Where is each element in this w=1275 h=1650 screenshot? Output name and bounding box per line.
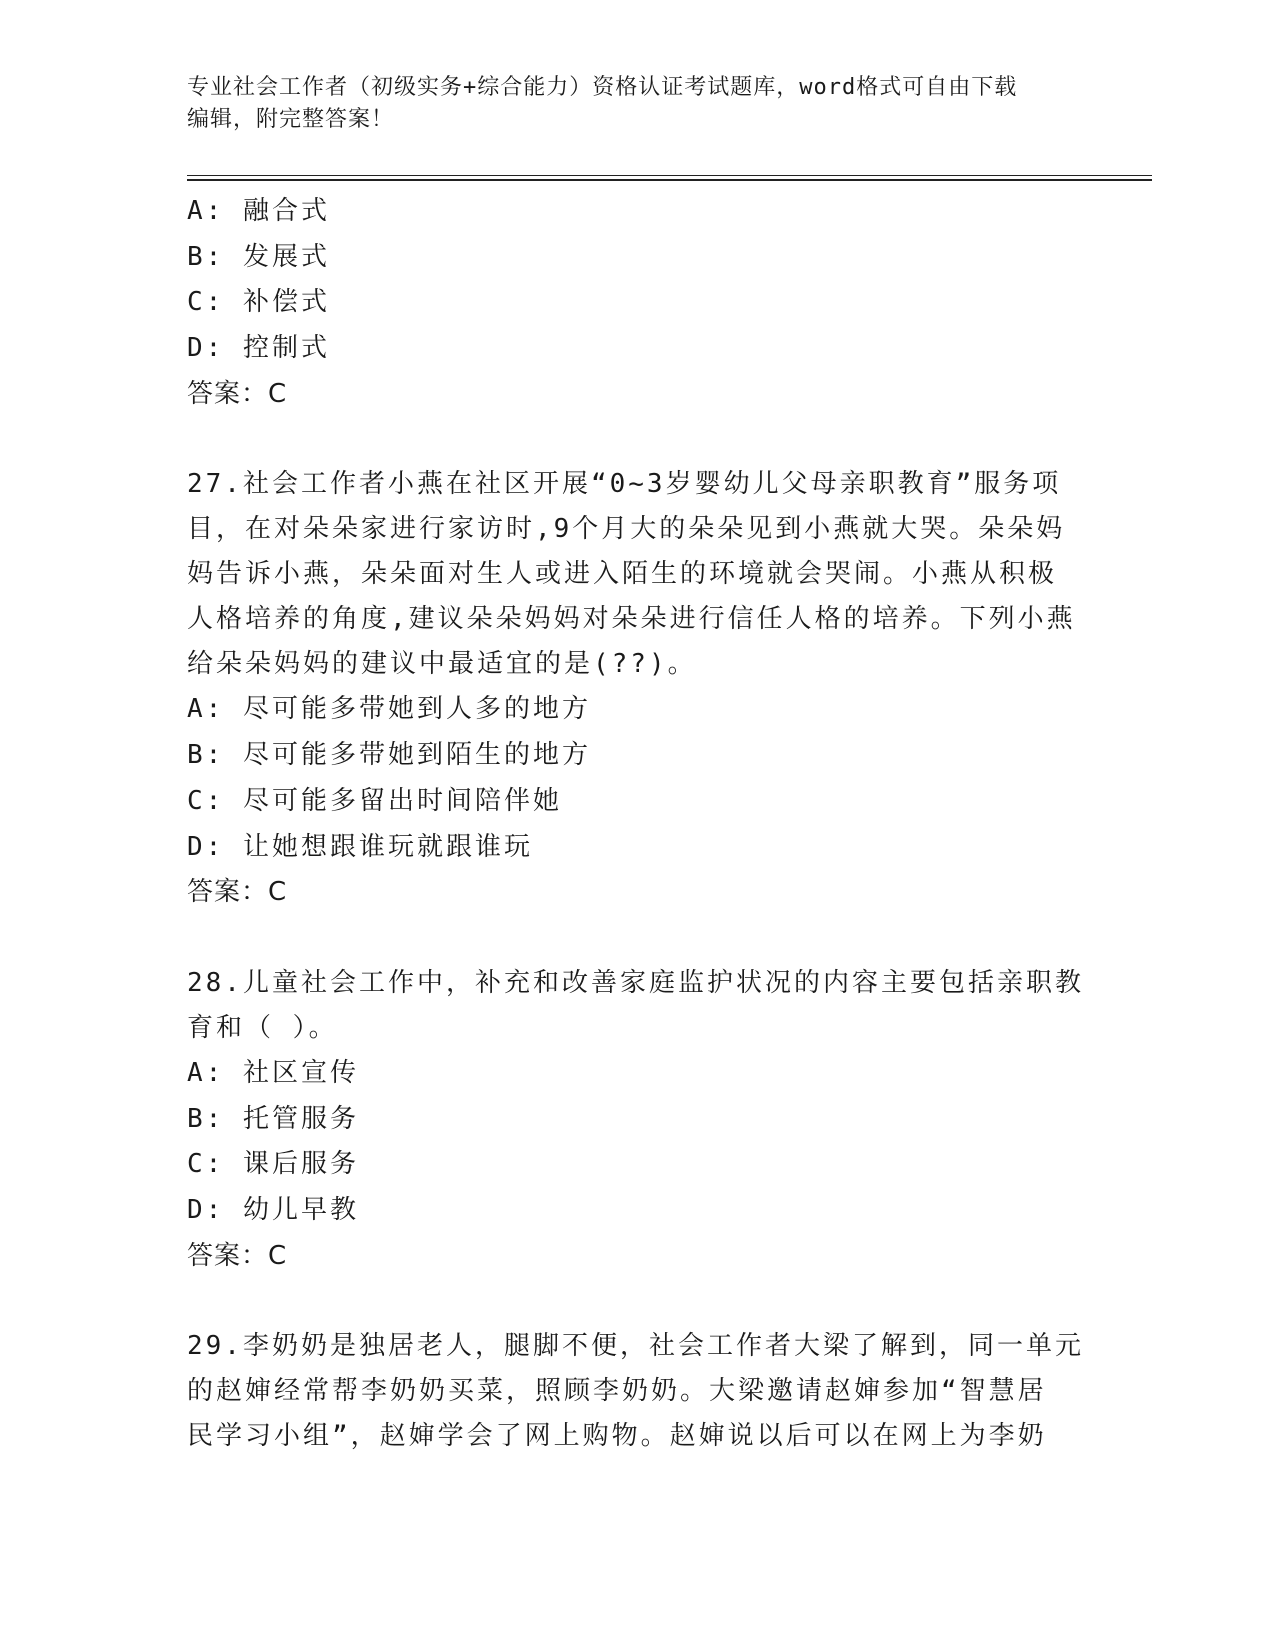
option-c: C: 课后服务 <box>187 1149 359 1180</box>
question-stem-line: 育和（ ）。 <box>187 1012 338 1043</box>
option-d: D: 让她想跟谁玩就跟谁玩 <box>187 831 533 862</box>
question-29 <box>187 1324 1087 1459</box>
question-stem-line: 28.儿童社会工作中，补充和改善家庭监护状况的内容主要包括亲职教 <box>187 967 1084 998</box>
question-stem-line: 妈告诉小燕，朵朵面对生人或进入陌生的环境就会哭闹。小燕从积极 <box>187 559 1058 590</box>
option-a: A: 尽可能多带她到人多的地方 <box>187 694 591 725</box>
question-content <box>187 189 1087 1459</box>
question-28 <box>187 961 1087 1279</box>
question-stem-line: 人格培养的角度,建议朵朵妈妈对朵朵进行信任人格的培养。下列小燕 <box>187 604 1076 635</box>
question-stem-line: 的赵婶经常帮李奶奶买菜，照顾李奶奶。大梁邀请赵婶参加“智慧居 <box>187 1376 1047 1407</box>
option-b: B: 托管服务 <box>187 1103 359 1134</box>
option-d: D: 幼儿早教 <box>187 1194 359 1225</box>
option-c: C: 补偿式 <box>187 287 330 318</box>
question-stem-line: 民学习小组”，赵婶学会了网上购物。赵婶说以后可以在网上为李奶 <box>187 1421 1047 1452</box>
question-stem-line: 给朵朵妈妈的建议中最适宜的是(??)。 <box>187 649 697 680</box>
question-stem-line: 目，在对朵朵家进行家访时,9个月大的朵朵见到小燕就大哭。朵朵妈 <box>187 514 1066 545</box>
answer-line: 答案：C <box>187 378 288 409</box>
question-27 <box>187 462 1087 915</box>
document-header <box>187 72 1087 136</box>
answer-line: 答案：C <box>187 1240 288 1271</box>
header-line-2: 编辑，附完整答案！ <box>187 107 395 132</box>
option-a: A: 融合式 <box>187 196 330 226</box>
option-d: D: 控制式 <box>187 333 330 364</box>
header-divider-thick <box>187 179 1152 181</box>
option-b: B: 发展式 <box>187 241 330 272</box>
question-stem-line: 29.李奶奶是独居老人，腿脚不便，社会工作者大梁了解到，同一单元 <box>187 1331 1084 1362</box>
header-line-1: 专业社会工作者（初级实务+综合能力）资格认证考试题库，word格式可自由下载 <box>187 75 1018 100</box>
answer-line: 答案：C <box>187 877 288 908</box>
option-b: B: 尽可能多带她到陌生的地方 <box>187 740 591 771</box>
option-a: A: 社区宣传 <box>187 1057 359 1088</box>
question-stem-line: 27.社会工作者小燕在社区开展“0~3岁婴幼儿父母亲职教育”服务项 <box>187 469 1062 500</box>
question-26 <box>187 189 1087 417</box>
option-c: C: 尽可能多留出时间陪伴她 <box>187 785 562 816</box>
header-divider-thin <box>187 175 1152 176</box>
